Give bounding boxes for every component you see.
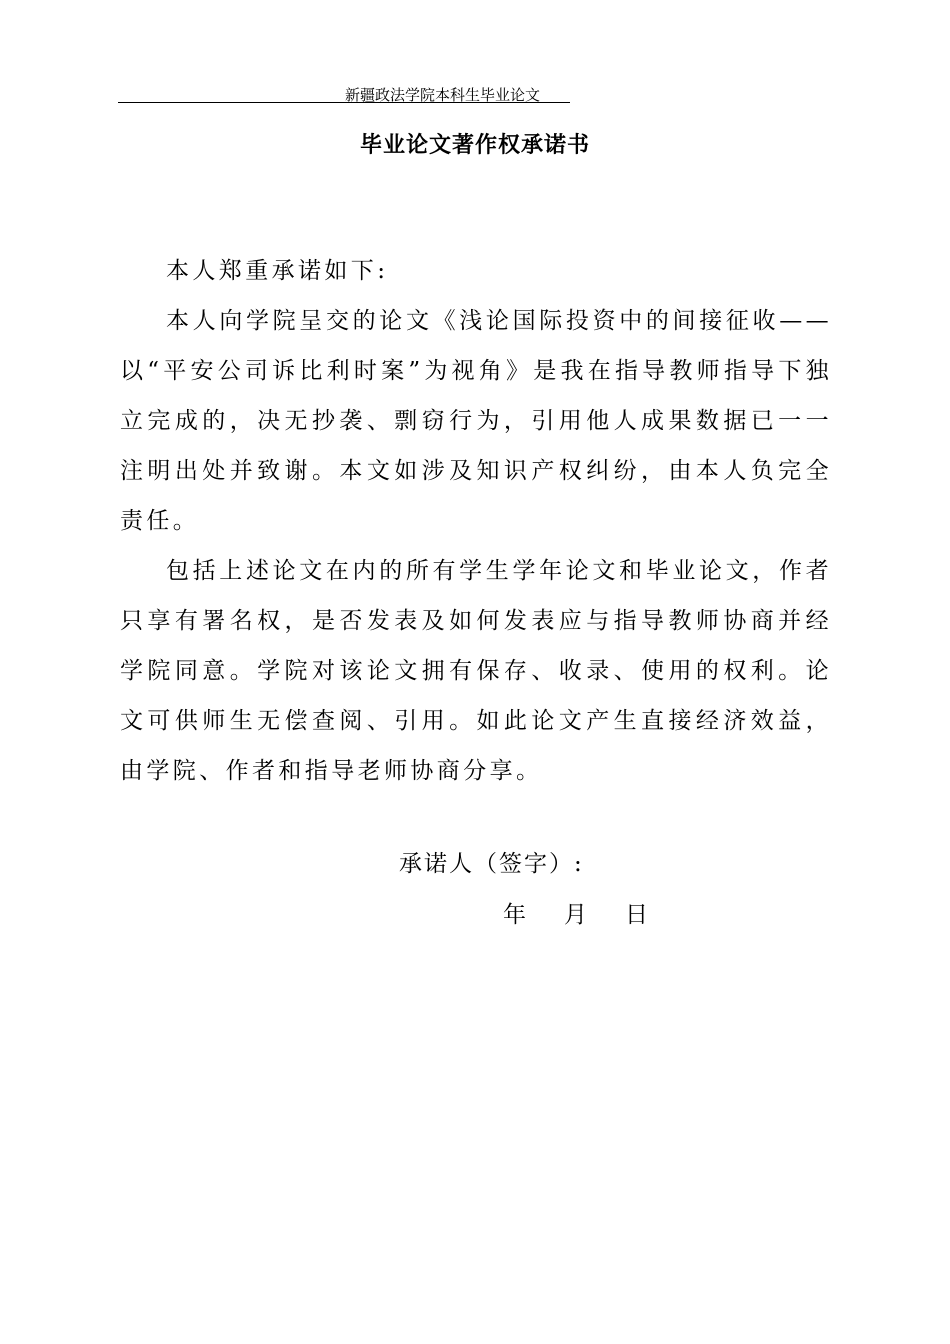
signature-label: 承诺人（签字）: (399, 851, 584, 877)
document-body (120, 246, 832, 796)
commitment-paragraph: 本人向学院呈交的论文《浅论国际投资中的间接征收——以“平安公司诉比利时案”为视角》是我在指导教师指导下独立完成的，决无抄袭、剽窃行为，引用他人成果数据已一一注明出处并致谢。本文如涉及知识产权纠纷，由本人负完全责任。 (120, 308, 832, 534)
rights-paragraph: 包括上述论文在内的所有学生学年论文和毕业论文，作者只享有署名权，是否发表及如何发表应与指导教师协商并经学院同意。学院对该论文拥有保存、收录、使用的权利。论文可供师生无偿查阅、引用。如此论文产生直接经济效益，由学院、作者和指导老师协商分享。 (120, 558, 832, 784)
date-year: 年 (503, 902, 526, 928)
date-day: 日 (625, 902, 648, 928)
header-text: 新疆政法学院本科生毕业论文 (345, 86, 541, 104)
intro-paragraph: 本人郑重承诺如下: (166, 258, 389, 284)
document-title: 毕业论文著作权承诺书 (359, 133, 590, 158)
date-month: 月 (564, 902, 587, 928)
date-line (503, 898, 648, 932)
header-rule (118, 102, 570, 103)
